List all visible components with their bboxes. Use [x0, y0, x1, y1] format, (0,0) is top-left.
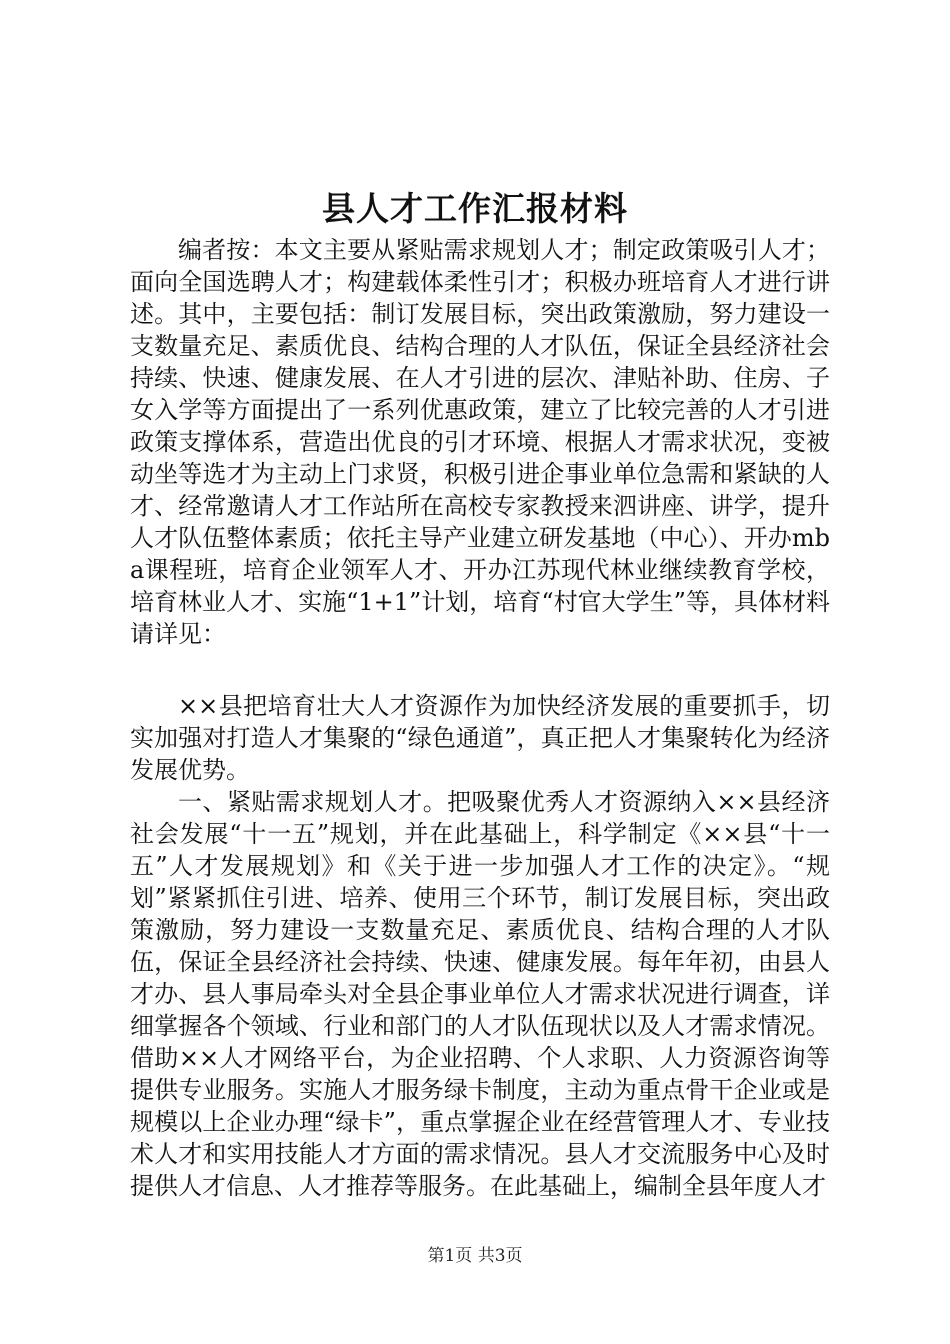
- editor-note-paragraph: 编者按：本文主要从紧贴需求规划人才；制定政策吸引人才；面向全国选聘人才；构建载体柔性引才；积极办班培育人才进行讲述。其中，主要包括：制订发展目标，突出政策激励，努力建设一支数量充足、素质优良、结构合理的人才队伍，保证全县经济社会持续、快速、健康发展、在人才引进的层次、津贴补助、住房、子女入学等方面提出了一系列优惠政策，建立了比较完善的人才引进政策支撑体系，营造出优良的引才环境、根据人才需求状况，变被动坐等选才为主动上门求贤，积极引进企事业单位急需和紧缺的人才、经常邀请人才工作站所在高校专家教授来泗讲座、讲学，提升人才队伍整体素质；依托主导产业建立研发基地（中心）、开办mba课程班，培育企业领军人才、开办江苏现代林业继续教育学校，培育林业人才、实施“1+1”计划，培育“村官大学生”等，具体材料请详见：: [130, 236, 830, 648]
- page-footer: 第1页 共3页: [427, 1246, 523, 1266]
- document-title: 县人才工作汇报材料: [322, 189, 628, 228]
- document-body: [130, 234, 830, 1202]
- paragraph-spacer: [130, 650, 830, 690]
- intro-paragraph: ××县把培育壮大人才资源作为加快经济发展的重要抓手，切实加强对打造人才集聚的“绿色通道”，真正把人才集聚转化为经济发展优势。: [130, 692, 830, 784]
- section-one-paragraph: 一、紧贴需求规划人才。把吸聚优秀人才资源纳入××县经济社会发展“十一五”规划，并在此基础上，科学制定《××县“十一五”人才发展规划》和《关于进一步加强人才工作的决定》。“规划”紧紧抓住引进、培养、使用三个环节，制订发展目标，突出政策激励，努力建设一支数量充足、素质优良、结构合理的人才队伍，保证全县经济社会持续、快速、健康发展。每年年初，由县人才办、县人事局牵头对全县企事业单位人才需求状况进行调查，详细掌握各个领域、行业和部门的人才队伍现状以及人才需求情况。借助××人才网络平台，为企业招聘、个人求职、人力资源咨询等提供专业服务。实施人才服务绿卡制度，主动为重点骨干企业或是规模以上企业办理“绿卡”，重点掌握企业在经营管理人才、专业技术人才和实用技能人才方面的需求情况。县人才交流服务中心及时提供人才信息、人才推荐等服务。在此基础上，编制全县年度人才: [130, 788, 830, 1200]
